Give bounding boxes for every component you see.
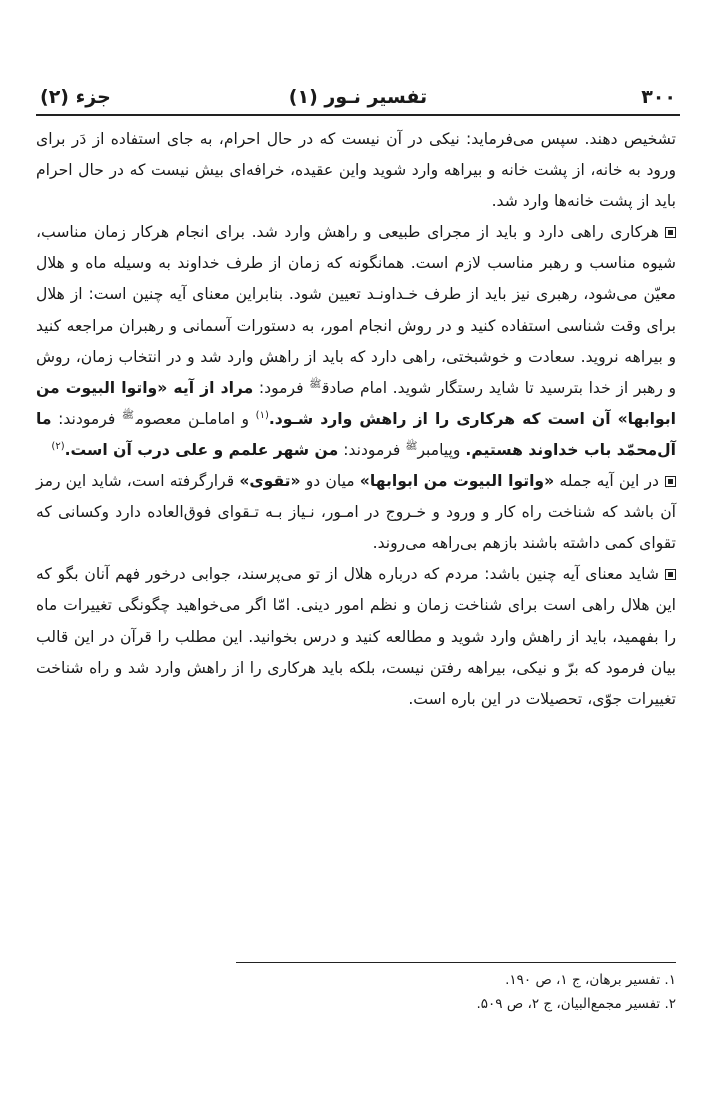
page-body: [36, 124, 676, 715]
footnote-ref: (۱): [255, 409, 269, 421]
verse-quote: «تقوی»: [239, 472, 301, 491]
hadith-quote: مراد از آیه «واتوا البیوت من ابوابها» آن است که هرکاری را از راهش وارد شـود.: [36, 378, 676, 428]
honorific-icon: ﷺ: [309, 378, 322, 390]
paragraph-text: هرکاری راهی دارد و باید از مجرای طبیعی و راهش وارد شد. برای انجام هرکار زمان مناسب، شیوه مناسب و رهبر مناسب لازم است. همانگونه که زمان از طرف خداوند به وسیله ماه و هلال معیّن می‌شود، رهبری نیز باید از طرف خـداونـد تعیین شود. بنابراین معنای آیه چنین است: از هلال برای وقت شناسی استفاده کنید و در روش انجام امور، به دستورات آسمانی و رهبران مراجعه کنید و بیراهه نروید. سعادت و خوشبختی، راهی دارد که باید از راهش وارد شد و در انتخاب زمان، روش و رهبر از خدا بترسید تا شاید رستگار شوید. امام صادق: [36, 223, 677, 397]
square-bullet-icon: [665, 476, 676, 487]
paragraph-continuation: [36, 124, 676, 217]
paragraph-every-task-has-a-way: [36, 217, 676, 466]
paragraph-text: و اماماـن معصوم: [135, 409, 256, 428]
honorific-icon: ﷺ: [121, 409, 134, 421]
verse-quote: «واتوا البیوت من ابوابها»: [359, 472, 555, 491]
honorific-icon: ﷺ: [405, 440, 418, 452]
paragraph-text: در این آیه جمله: [554, 472, 659, 491]
book-title: تفسیر نـور (۱): [288, 86, 428, 108]
volume-label: جزء (۲): [40, 86, 111, 108]
page-number: ۳۰۰: [641, 86, 676, 108]
footnote-item: ۲. تفسیر مجمع‌البیان، ج ۲، ص ۵۰۹.: [476, 996, 676, 1012]
footnote-divider: [236, 962, 676, 963]
square-bullet-icon: [665, 569, 676, 580]
paragraph-text: وپیامبر: [417, 440, 466, 459]
paragraph-text: میان دو: [300, 472, 360, 491]
hadith-quote: ما آل‌محمّد باب خداوند هستیم.: [36, 409, 676, 459]
footnote-item: ۱. تفسیر برهان، ج ۱، ص ۱۹۰.: [505, 972, 676, 988]
page-header: [36, 80, 680, 116]
paragraph-between-taqwa: [36, 466, 676, 559]
paragraph-text: قرارگرفته است، شاید این رمز آن باشد که شناخت راه کار و ورود و خـروج در امـور، نـیاز بـه تـقوای فوق‌العاده دارد وکسانی که تقوای کمی داشته باشند بازهم بی‌راهه می‌روند.: [36, 472, 676, 553]
square-bullet-icon: [665, 227, 676, 238]
paragraph-text: شاید معنای آیه چنین باشد: مردم که درباره هلال از تو می‌پرسند، جوابی درخور فهم آنان بگو که این هلال راهی است برای شناخت زمان و نظم امور دینی. امّا اگر می‌خواهید چگونگی تغییرات ماه را بفهمید، باید از راهش وارد شوید و مطالعه کنید و درس بخوانید. این مطلب را قرآن در این قالب بیان فرمود که برّ و نیکی، بیراهه رفتن نیست، بلکه باید هرکاری را از راهش وارد شد و راه شناخت تغییرات جوّی، تحصیلات در این باره است.: [36, 565, 676, 708]
paragraph-crescent-meaning: [36, 559, 676, 714]
paragraph-text: فرمود:: [253, 378, 310, 397]
paragraph-text: فرمودند:: [338, 440, 406, 459]
paragraph-text: فرمودند:: [51, 409, 122, 428]
hadith-quote: من شهر علمم و علی درب آن است.: [64, 440, 339, 459]
footnotes: [40, 968, 676, 1016]
footnote-ref: (۲): [51, 440, 65, 452]
paragraph-text: تشخیص دهند. سپس می‌فرماید: نیکی در آن نیست که در حال احرام، به جای استفاده از دَر برای ورود به خانه، از پشت خانه و بیراهه وارد شوید واین عقیده، خرافه‌ای بیش نیست که در حال احرام باید از پشت خانه‌ها وارد شد.: [36, 130, 676, 211]
